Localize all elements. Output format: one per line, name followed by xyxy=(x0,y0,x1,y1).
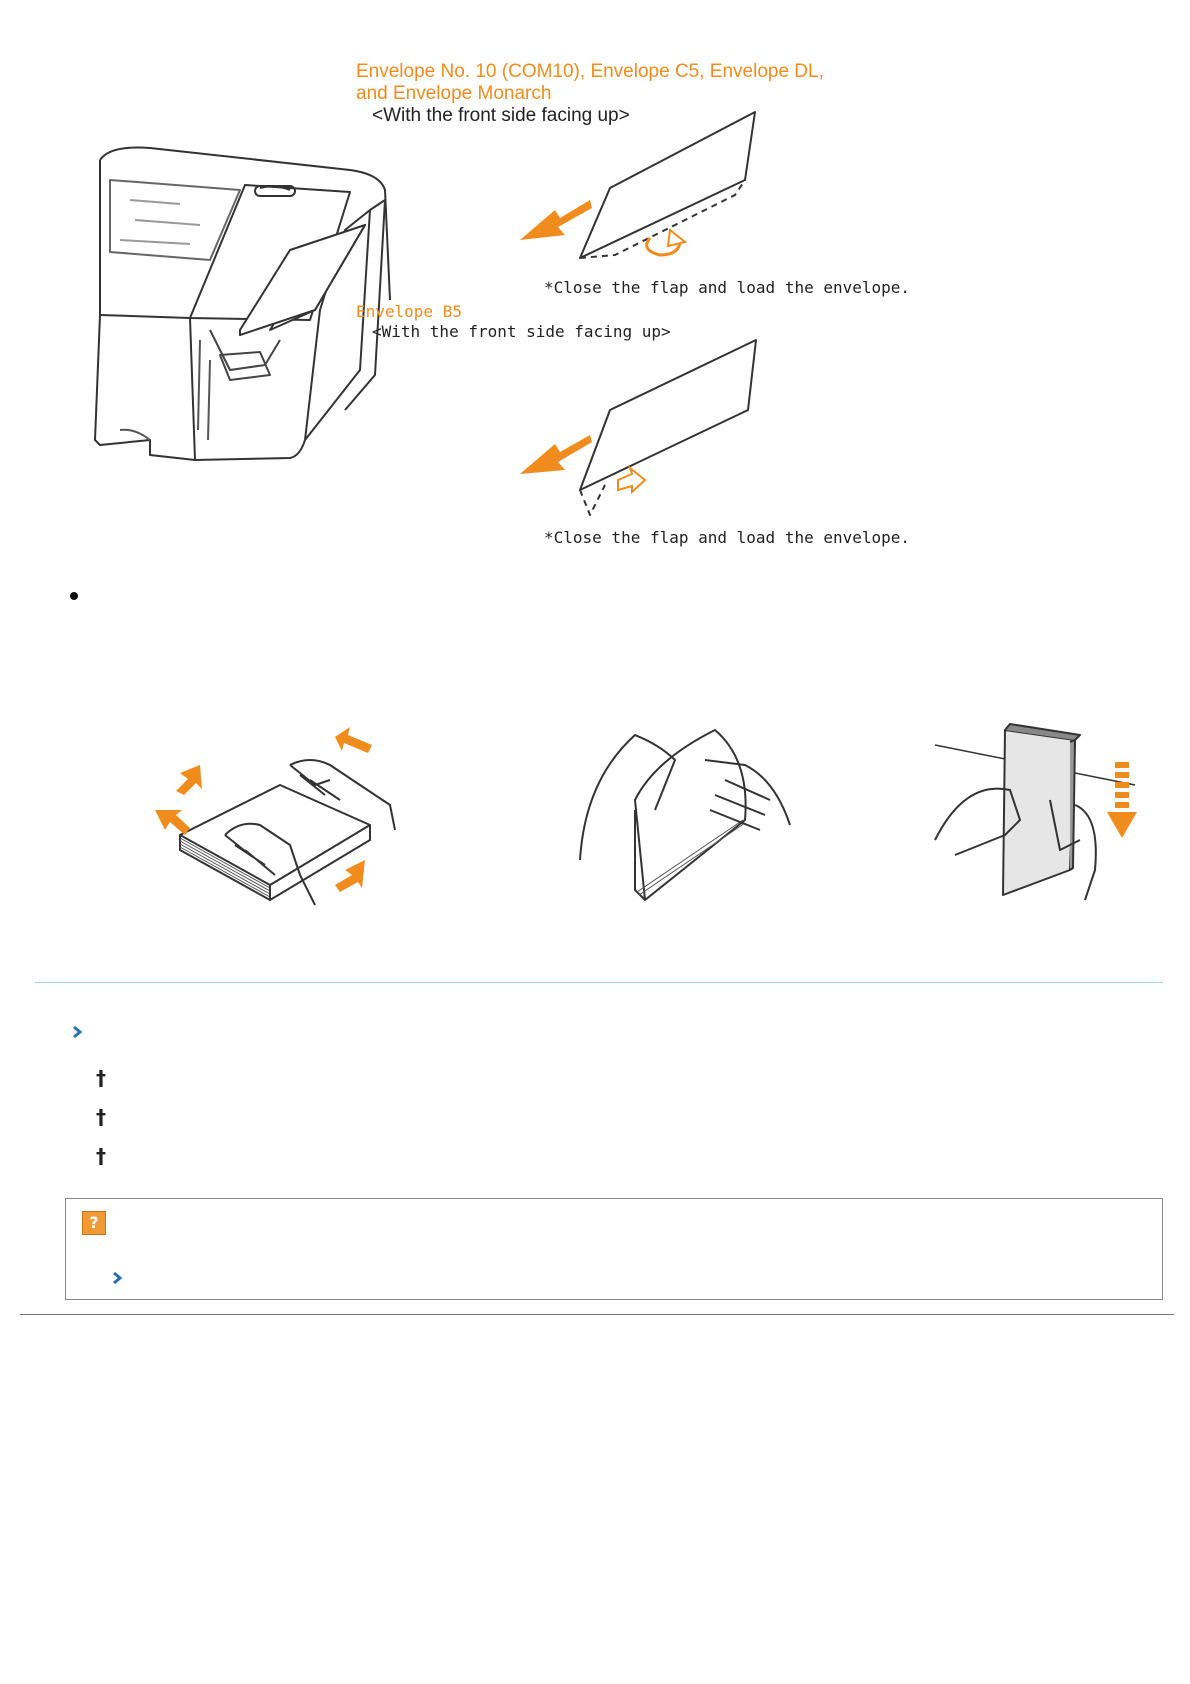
bullet-marker xyxy=(70,592,78,600)
dagger-icon: † xyxy=(96,1144,106,1168)
flex-envelopes-illustration xyxy=(575,720,815,900)
orientation-caption-2: <With the front side facing up> xyxy=(372,322,671,341)
flatten-envelopes-illustration xyxy=(140,725,400,905)
question-icon: ? xyxy=(82,1211,106,1235)
link-arrow-icon xyxy=(72,1025,84,1039)
envelope-b5-title: Envelope B5 xyxy=(356,302,462,321)
envelope-flap-closed-illustration xyxy=(520,100,860,280)
envelope-types-title-line2: and Envelope Monarch xyxy=(356,83,552,104)
orientation-caption-1: <With the front side facing up> xyxy=(372,105,630,126)
note-box xyxy=(65,1198,1163,1300)
close-flap-note-2: *Close the flap and load the envelope. xyxy=(544,528,911,547)
envelope-types-title-line1: Envelope No. 10 (COM10), Envelope C5, Envelope DL, xyxy=(356,61,824,82)
dagger-icon: † xyxy=(96,1066,106,1090)
dagger-icon: † xyxy=(96,1105,106,1129)
envelope-b5-flap-illustration xyxy=(520,340,860,540)
page-bottom-rule xyxy=(20,1314,1174,1315)
close-flap-note-1: *Close the flap and load the envelope. xyxy=(544,278,911,297)
align-edges-illustration xyxy=(935,720,1155,900)
section-divider xyxy=(35,982,1163,983)
link-arrow-icon xyxy=(112,1271,124,1285)
